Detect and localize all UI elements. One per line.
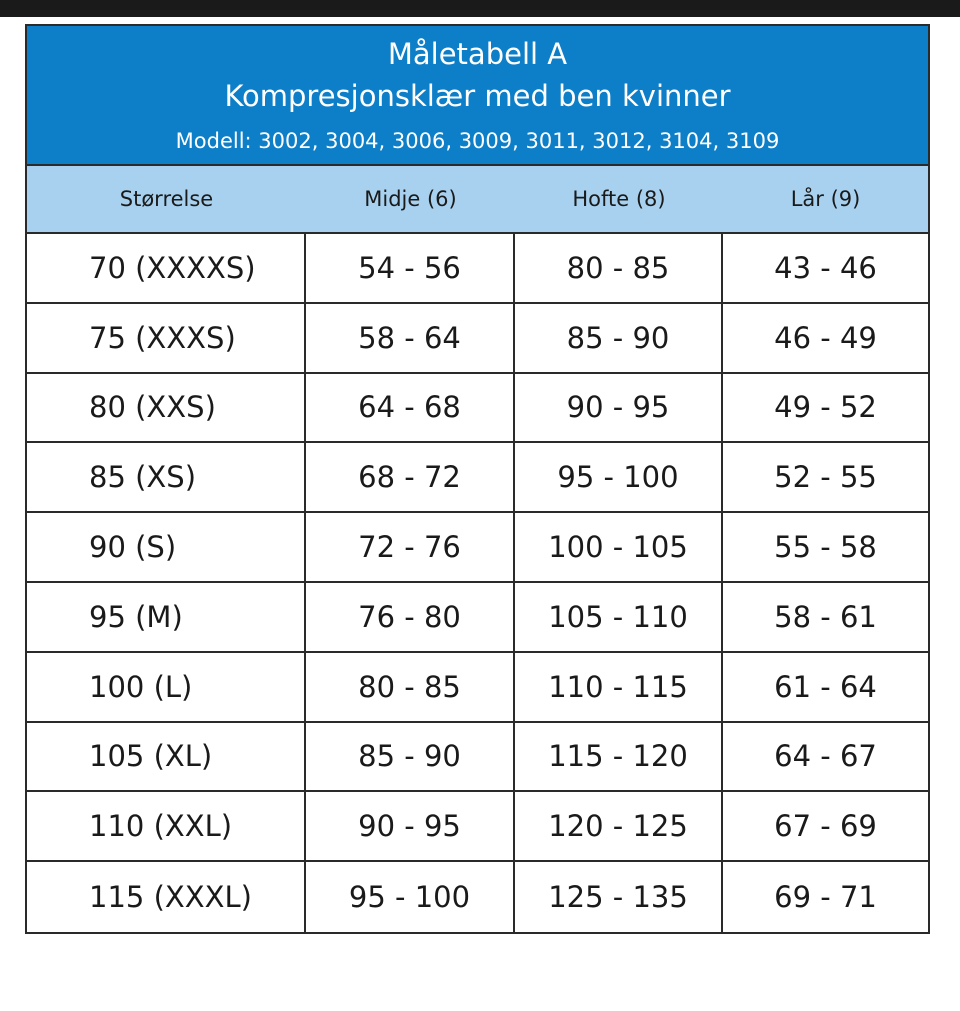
waist-cell: 72 - 76 [306,513,515,581]
table-row [27,792,928,862]
table-row [27,862,928,932]
waist-cell: 85 - 90 [306,723,515,791]
chart-subtitle: Kompresjonsklær med ben kvinner [224,79,731,113]
top-status-bar [0,0,960,17]
waist-cell: 64 - 68 [306,374,515,442]
header-waist: Midje (6) [364,187,457,211]
hip-cell: 95 - 100 [515,443,723,511]
hip-cell: 110 - 115 [515,653,723,721]
thigh-cell: 67 - 69 [774,809,877,844]
waist-cell: 95 - 100 [306,862,515,932]
table-row [27,723,928,793]
table-row [27,443,928,513]
hip-cell: 100 - 105 [515,513,723,581]
thigh-cell: 49 - 52 [774,390,877,425]
size-cell: 85 (XS) [27,443,306,511]
size-cell: 115 (XXXL) [27,862,306,932]
header-thigh: Lår (9) [790,187,861,211]
size-cell: 80 (XXS) [27,374,306,442]
chart-models: Modell: 3002, 3004, 3006, 3009, 3011, 3012, 3104, 3109 [175,129,780,153]
hip-cell: 120 - 125 [515,792,723,860]
waist-cell: 80 - 85 [306,653,515,721]
chart-title: Måletabell A [387,37,568,71]
table-row [27,583,928,653]
thigh-cell: 52 - 55 [774,460,877,495]
size-cell: 75 (XXXS) [27,304,306,372]
hip-cell: 115 - 120 [515,723,723,791]
size-cell: 110 (XXL) [27,792,306,860]
table-row [27,374,928,444]
thigh-cell: 46 - 49 [774,320,877,355]
header-hip: Hofte (8) [572,187,666,211]
chart-title-band [27,26,928,166]
table-row [27,653,928,723]
thigh-cell: 55 - 58 [774,530,877,565]
table-row [27,234,928,304]
table-body [27,234,928,932]
size-cell: 95 (M) [27,583,306,651]
thigh-cell: 43 - 46 [774,250,877,285]
waist-cell: 90 - 95 [306,792,515,860]
size-cell: 70 (XXXXS) [27,234,306,302]
thigh-cell: 61 - 64 [774,669,877,704]
size-cell: 100 (L) [27,653,306,721]
hip-cell: 105 - 110 [515,583,723,651]
table-row [27,304,928,374]
table-row [27,513,928,583]
waist-cell: 68 - 72 [306,443,515,511]
hip-cell: 85 - 90 [515,304,723,372]
hip-cell: 90 - 95 [515,374,723,442]
waist-cell: 76 - 80 [306,583,515,651]
header-size: Størrelse [119,187,214,211]
thigh-cell: 69 - 71 [774,880,877,915]
thigh-cell: 64 - 67 [774,739,877,774]
table-header-row [27,166,928,234]
hip-cell: 125 - 135 [515,862,723,932]
size-chart [25,24,930,934]
size-cell: 105 (XL) [27,723,306,791]
thigh-cell: 58 - 61 [774,599,877,634]
size-cell: 90 (S) [27,513,306,581]
waist-cell: 54 - 56 [306,234,515,302]
waist-cell: 58 - 64 [306,304,515,372]
hip-cell: 80 - 85 [515,234,723,302]
